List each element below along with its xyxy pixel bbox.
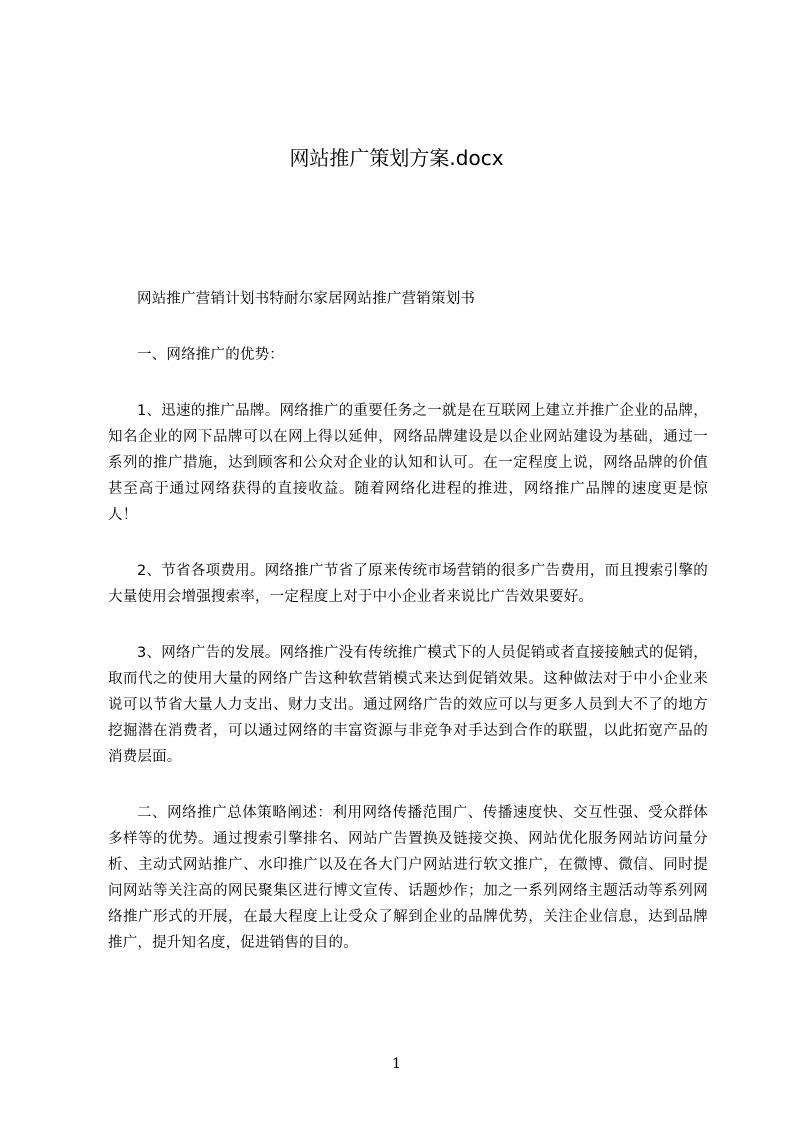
section-heading-advantages: 一、网络推广的优势： bbox=[137, 347, 284, 363]
paragraph-overall-strategy: 二、网络推广总体策略阐述：利用网络传播范围广、传播速度快、交互性强、受众群体多样等的优势。通过搜索引擎排名、网站广告置换及链接交换、网站优化服务网站访问量分析、主动式网站推广、水印推广以及在各大门户网站进行软文推广，在微博、微信、同时提问网站等关注高的网民聚集区进行博文宣传、话题炒作；加之一系列网络主题活动等系列网络推广形式的开展，在最大程度上让受众了解到企业的品牌优势，关注企业信息，达到品牌推广，提升知名度，促进销售的目的。 bbox=[108, 805, 708, 951]
paragraph-online-ads: 3、网络广告的发展。网络推广没有传统推广模式下的人员促销或者直接接触式的促销，取而代之的使用大量的网络广告这种软营销模式来达到促销效果。这种做法对于中小企业来说可以节省大量人力支出、财力支出。通过网络广告的效应可以与更多人员到大不了的地方挖掘潜在消费者，可以通过网络的丰富资源与非竞争对手达到合作的联盟，以此拓宽产品的消费层面。 bbox=[108, 645, 708, 765]
document-body bbox=[108, 286, 708, 956]
intro-heading: 网站推广营销计划书特耐尔家居网站推广营销策划书 bbox=[137, 291, 476, 307]
document-title: 网站推广策划方案.docx bbox=[289, 146, 504, 170]
page-number: 1 bbox=[392, 1056, 401, 1072]
paragraph-brand-promotion: 1、迅速的推广品牌。网络推广的重要任务之一就是在互联网上建立并推广企业的品牌，知名企业的网下品牌可以在网上得以延伸，网络品牌建设是以企业网站建设为基础，通过一系列的推广措施，达到顾客和公众对企业的认知和认可。在一定程度上说，网络品牌的价值甚至高于通过网络获得的直接收益。随着网络化进程的推进，网络推广品牌的速度更是惊人！ bbox=[108, 403, 708, 523]
paragraph-cost-saving: 2、节省各项费用。网络推广节省了原来传统市场营销的很多广告费用，而且搜索引擎的大量使用会增强搜索率，一定程度上对于中小企业者来说比广告效果要好。 bbox=[108, 563, 708, 605]
